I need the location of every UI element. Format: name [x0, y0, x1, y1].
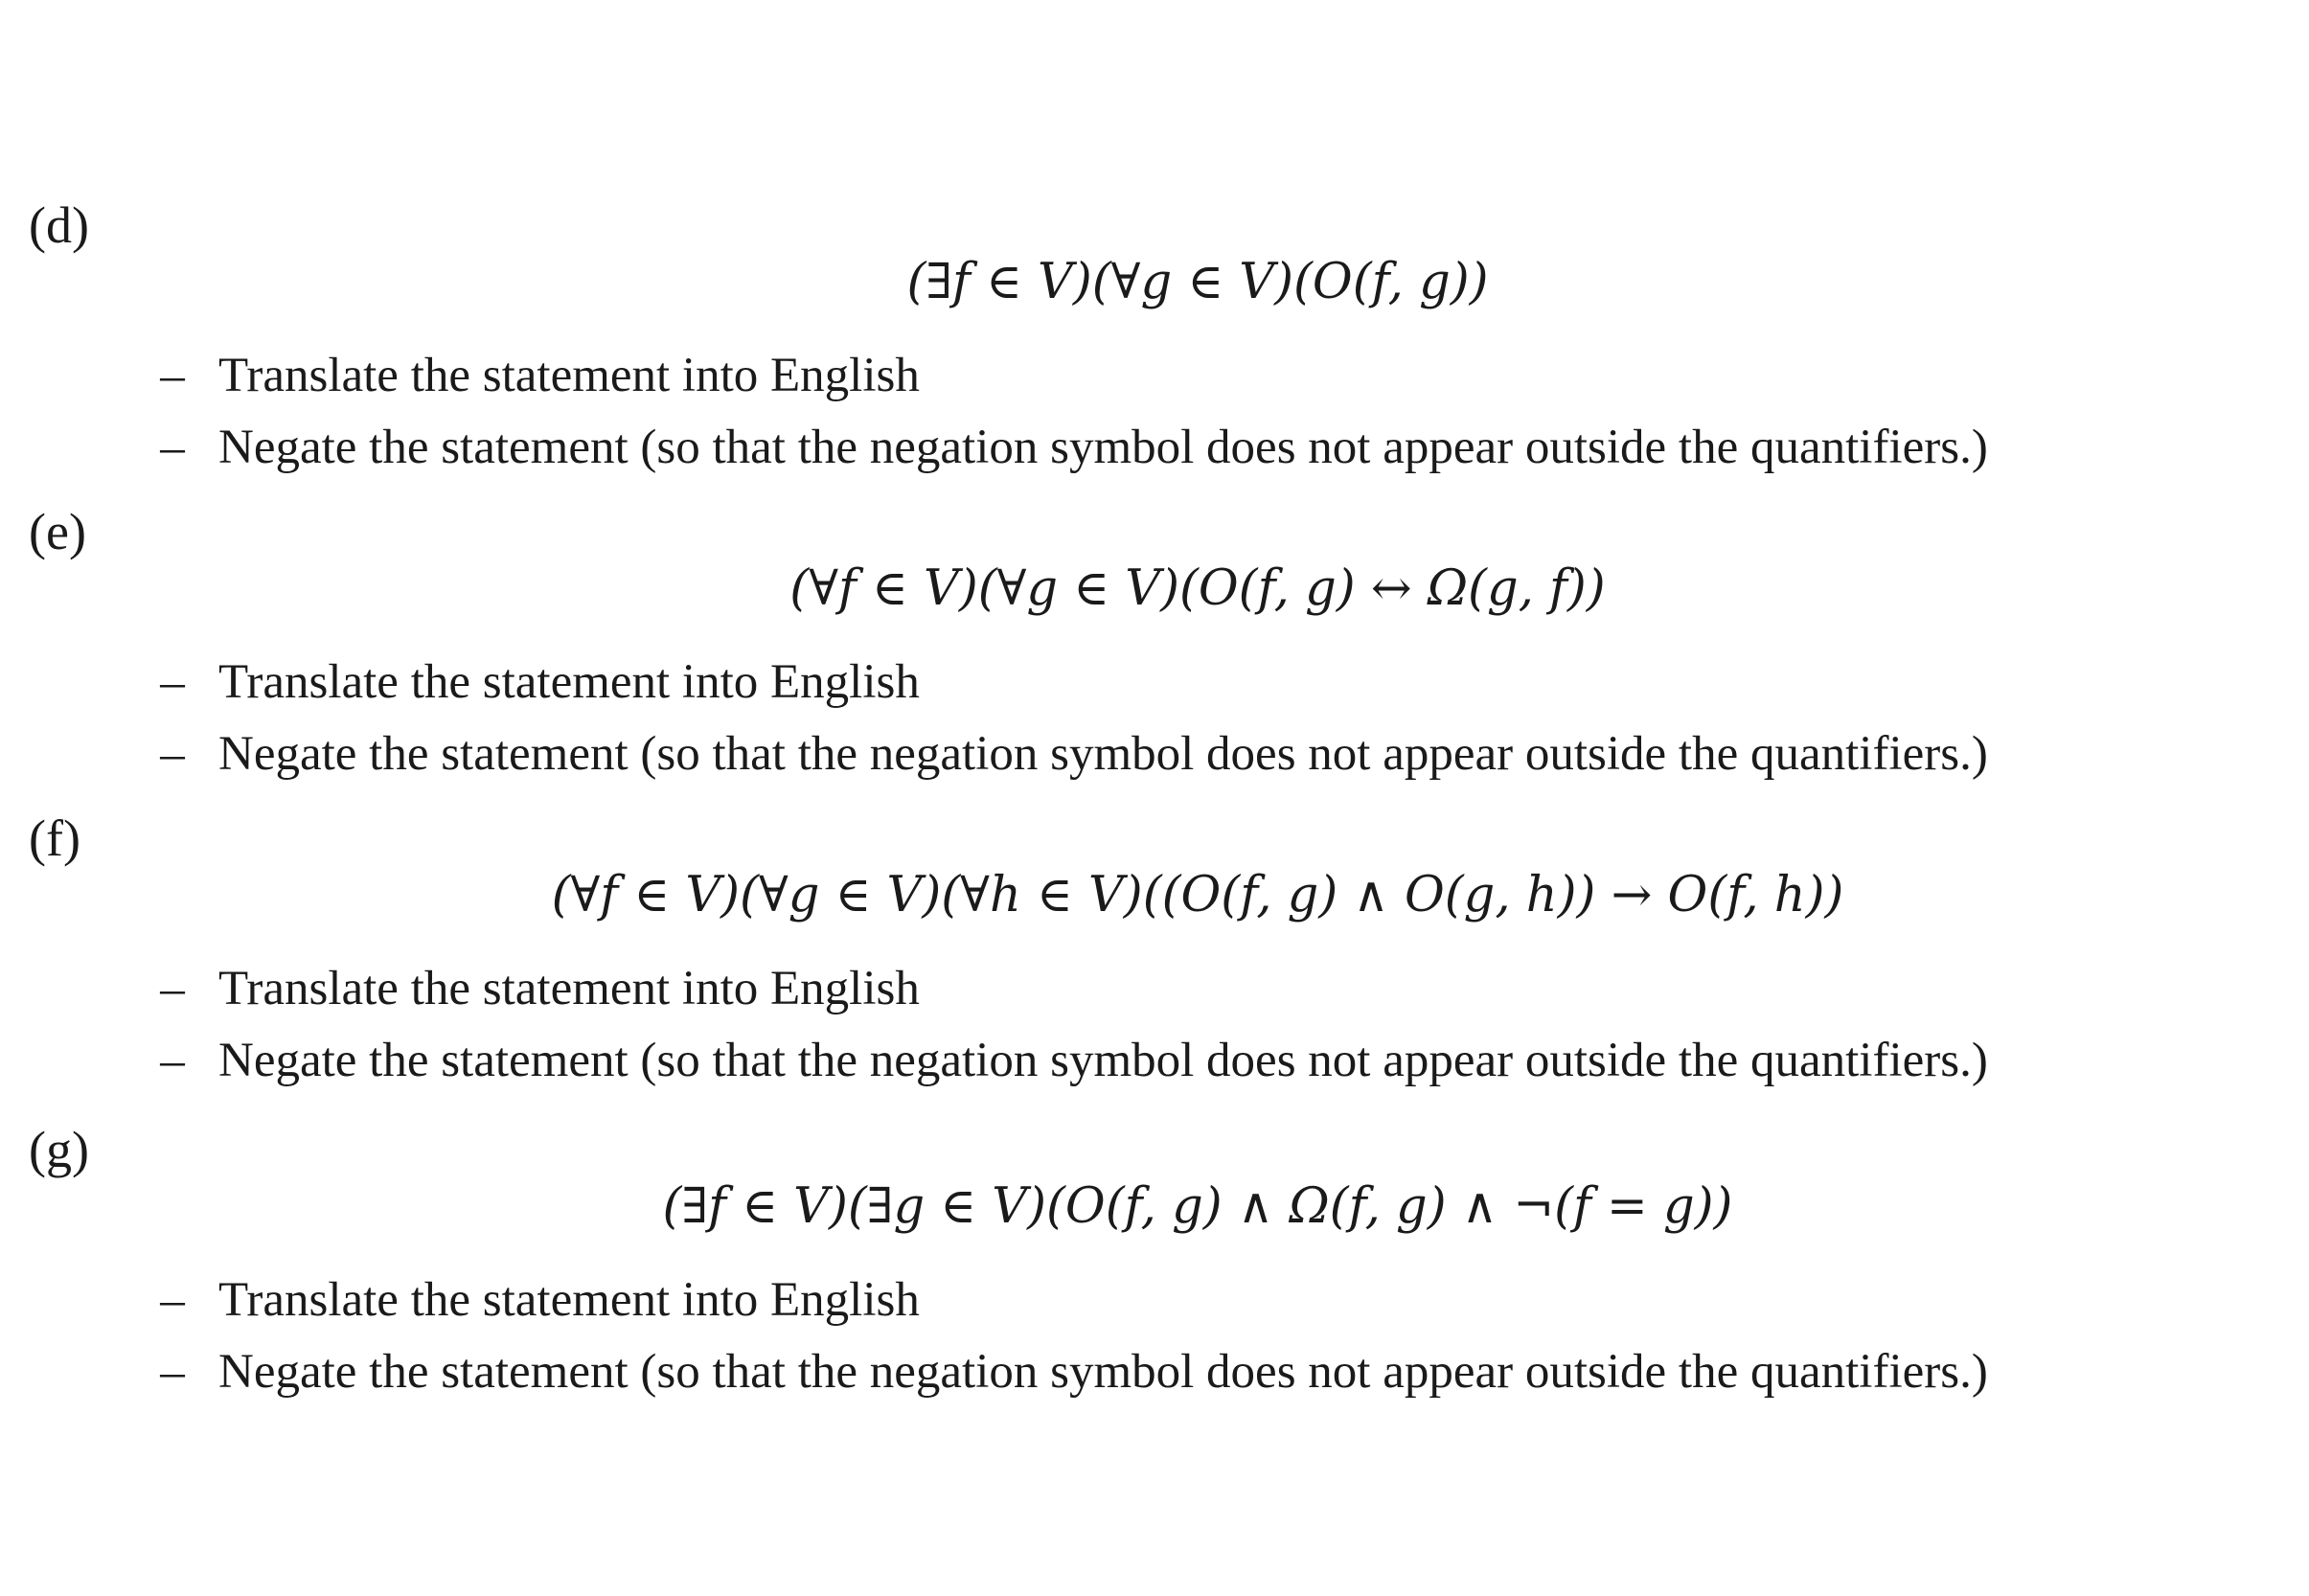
problem-formula: (∀f ∈ V)(∀g ∈ V)(∀h ∈ V)((O(f, g) ∧ O(g, h)) → O(f, h)): [551, 867, 1844, 923]
task-text: Translate the statement into English: [218, 962, 920, 1015]
problem-e: [0, 503, 2309, 809]
problem-label: (g): [29, 1121, 89, 1178]
problem-f: [0, 809, 2309, 1116]
problem-formula: (∀f ∈ V)(∀g ∈ V)(O(f, g) ↔ Ω(g, f)): [789, 560, 1606, 617]
bullet-dash: –: [160, 727, 185, 781]
problem-label: (d): [29, 196, 89, 254]
problem-g: [0, 1121, 2309, 1427]
problem-formula: (∃f ∈ V)(∃g ∈ V)(O(f, g) ∧ Ω(f, g) ∧ ¬(f = g)): [662, 1178, 1733, 1235]
bullet-dash: –: [160, 421, 185, 474]
problem-label: (e): [29, 503, 86, 560]
task-text: Negate the statement (so that the negation symbol does not appear outside the quantifiers.): [218, 1034, 1988, 1087]
task-text: Negate the statement (so that the negation symbol does not appear outside the quantifiers.): [218, 421, 1988, 474]
problem-d: [0, 196, 2309, 503]
task-text: Translate the statement into English: [218, 655, 920, 709]
bullet-dash: –: [160, 1345, 185, 1399]
bullet-dash: –: [160, 655, 185, 709]
bullet-dash: –: [160, 1034, 185, 1087]
task-text: Negate the statement (so that the negation symbol does not appear outside the quantifiers.): [218, 1345, 1988, 1399]
bullet-dash: –: [160, 1273, 185, 1327]
task-text: Translate the statement into English: [218, 1273, 920, 1327]
bullet-dash: –: [160, 962, 185, 1015]
problem-label: (f): [29, 809, 80, 867]
problem-formula: (∃f ∈ V)(∀g ∈ V)(O(f, g)): [906, 254, 1489, 310]
task-text: Negate the statement (so that the negation symbol does not appear outside the quantifiers.): [218, 727, 1988, 781]
bullet-dash: –: [160, 349, 185, 402]
task-text: Translate the statement into English: [218, 349, 920, 402]
